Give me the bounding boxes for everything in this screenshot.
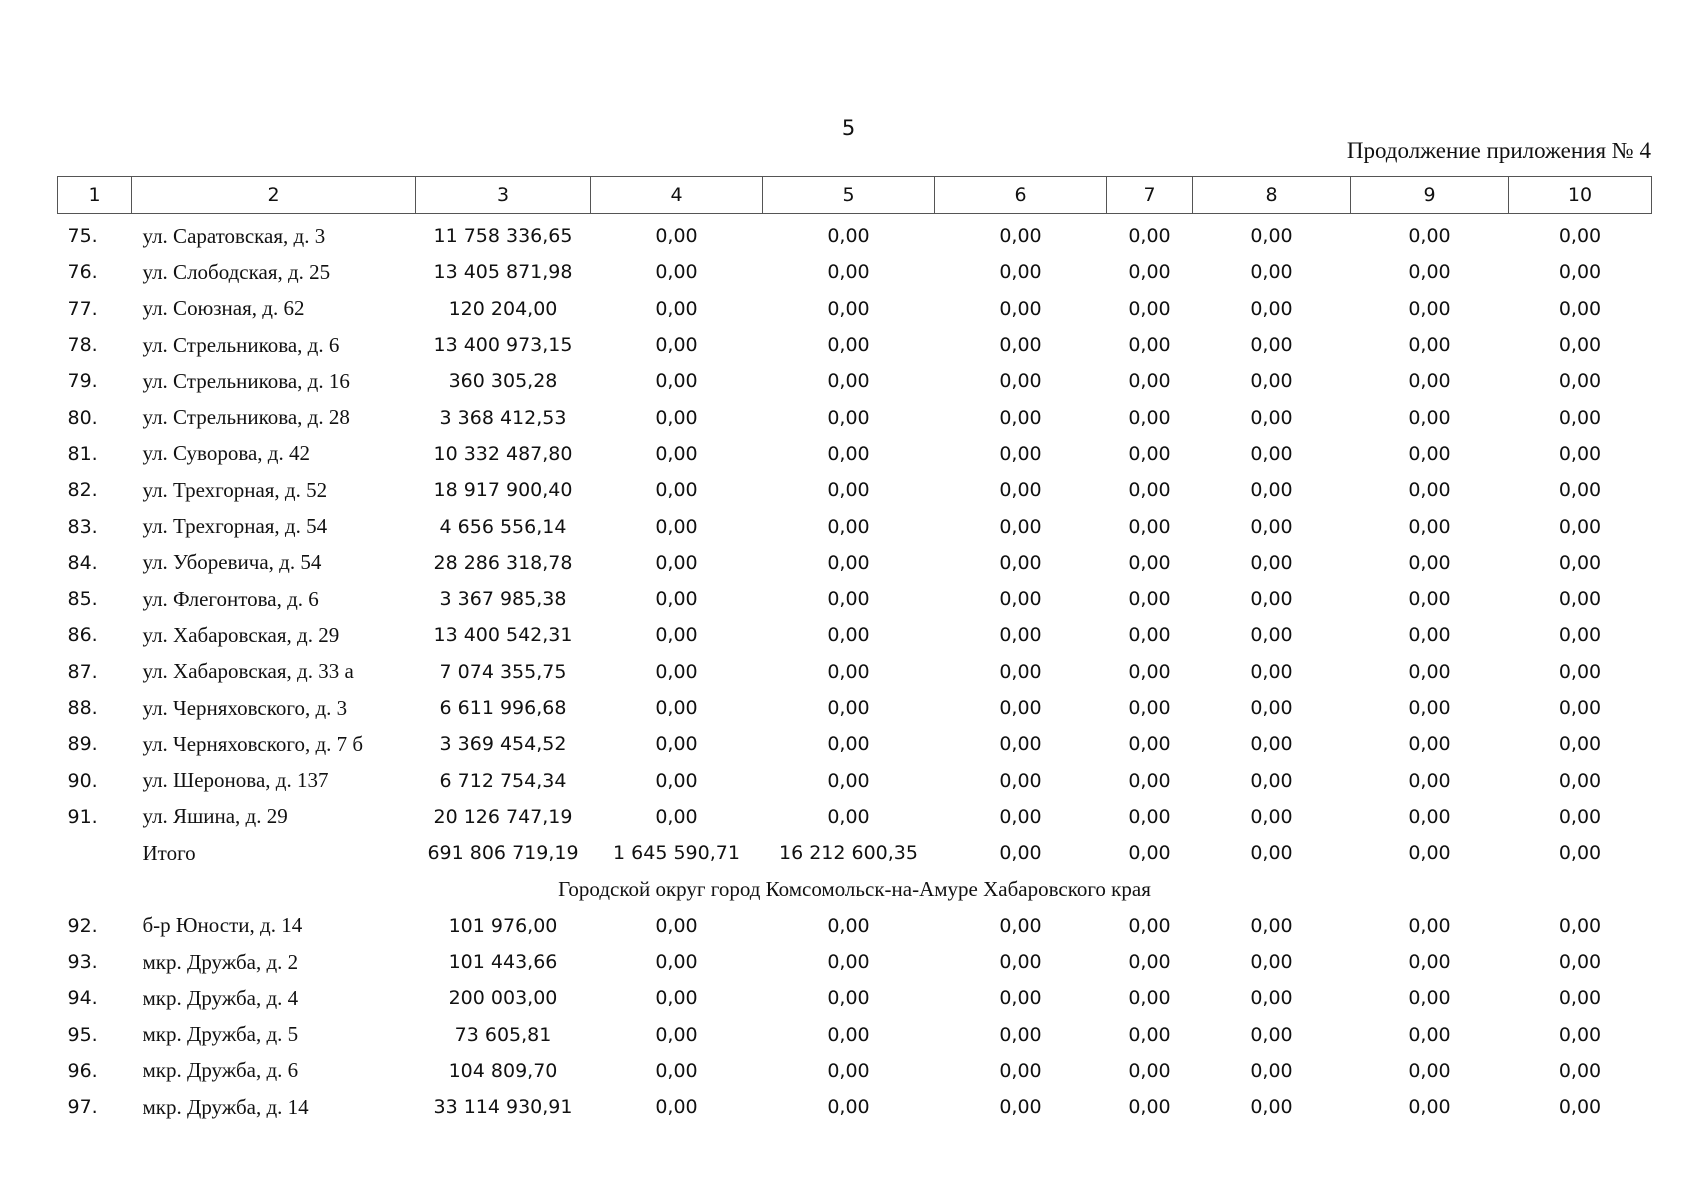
value-cell-col-3: 73 605,81 [454,1023,552,1046]
value-cell-col-3: 3 368 412,53 [439,406,567,429]
row-number: 75. [67,225,98,248]
value-cell-col-5: 0,00 [827,624,870,647]
value-cell-col-3: 10 332 487,80 [433,442,573,465]
address-cell: ул. Хабаровская, д. 29 [142,622,340,647]
table-row [58,980,1652,1016]
address-cell: ул. Суворова, д. 42 [142,441,310,466]
value-cell-col-5: 0,00 [827,406,870,429]
value-cell-col-4: 0,00 [655,624,698,647]
value-cell-col-9: 0,00 [1408,987,1451,1010]
value-cell-col-9: 0,00 [1408,551,1451,574]
address-cell: ул. Стрельникова, д. 16 [142,368,350,393]
value-cell-col-7: 0,00 [1128,1023,1171,1046]
value-cell-col-4: 0,00 [655,334,698,357]
address-cell: мкр. Дружба, д. 5 [142,1022,299,1047]
row-number: 85. [67,588,98,611]
value-cell-col-8: 0,00 [1250,334,1293,357]
value-cell-col-5: 0,00 [827,1023,870,1046]
value-cell-col-4: 0,00 [655,442,698,465]
column-header: 7 [1107,177,1193,214]
row-number: 88. [67,697,98,719]
value-cell-col-7: 0,00 [1128,297,1171,320]
value-cell-col-6: 0,00 [999,442,1042,465]
row-number: 87. [67,660,98,683]
table-row [58,762,1652,798]
value-cell-col-3: 6 611 996,68 [439,697,567,719]
table-row [58,908,1652,944]
value-cell-col-6: 0,00 [999,951,1042,974]
value-cell-col-5: 0,00 [827,551,870,574]
row-number: 76. [67,261,98,284]
value-cell-col-7: 0,00 [1128,442,1171,465]
column-header: 3 [416,177,591,214]
value-cell-col-9: 0,00 [1408,334,1451,357]
value-cell-col-3: 104 809,70 [448,1059,558,1082]
table-row [58,1017,1652,1053]
address-cell: ул. Стрельникова, д. 6 [142,332,340,357]
value-cell-col-9: 0,00 [1408,1096,1451,1119]
address-cell: ул. Саратовская, д. 3 [142,223,326,248]
value-cell-col-4: 0,00 [655,588,698,611]
value-cell-col-10: 0,00 [1558,951,1602,974]
value-cell-col-6: 0,00 [999,769,1042,792]
row-number: 84. [67,551,98,574]
value-cell-col-3: 4 656 556,14 [439,515,567,538]
value-cell-col-5: 16 212 600,35 [778,842,918,865]
column-header: 4 [591,177,763,214]
column-header: 2 [132,177,416,214]
value-cell-col-9: 0,00 [1408,261,1451,284]
value-cell-col-9: 0,00 [1408,805,1451,828]
address-cell: мкр. Дружба, д. 2 [142,949,299,974]
value-cell-col-10: 0,00 [1558,805,1602,828]
column-header: 1 [58,177,132,214]
value-cell-col-6: 0,00 [999,987,1042,1010]
value-cell-col-7: 0,00 [1128,370,1171,393]
column-header: 6 [935,177,1107,214]
appendix-continuation-note: Продолжение приложения № 4 [1346,138,1651,163]
value-cell-col-4: 0,00 [655,406,698,429]
value-cell-col-3: 33 114 930,91 [433,1096,573,1119]
address-cell: ул. Черняховского, д. 3 [142,695,348,720]
value-cell-col-7: 0,00 [1128,842,1171,865]
value-cell-col-10: 0,00 [1558,1059,1602,1082]
value-cell-col-6: 0,00 [999,334,1042,357]
value-cell-col-7: 0,00 [1128,660,1171,683]
value-cell-col-4: 0,00 [655,805,698,828]
value-cell-col-7: 0,00 [1128,406,1171,429]
address-cell: мкр. Дружба, д. 14 [142,1094,309,1119]
value-cell-col-8: 0,00 [1250,479,1293,502]
value-cell-col-4: 0,00 [655,479,698,502]
value-cell-col-8: 0,00 [1250,624,1293,647]
value-cell-col-5: 0,00 [827,334,870,357]
row-number: 89. [67,733,98,756]
value-cell-col-6: 0,00 [999,479,1042,502]
value-cell-col-4: 0,00 [655,1059,698,1082]
row-number: 91. [67,805,98,828]
address-cell: ул. Стрельникова, д. 28 [142,405,350,430]
value-cell-col-6: 0,00 [999,733,1042,756]
value-cell-col-5: 0,00 [827,261,870,284]
column-header: 8 [1193,177,1351,214]
value-cell-col-5: 0,00 [827,1059,870,1082]
row-number: 78. [67,334,98,357]
value-cell-col-4: 0,00 [655,225,698,248]
row-number: 96. [67,1059,98,1082]
value-cell-col-8: 0,00 [1250,370,1293,393]
value-cell-col-7: 0,00 [1128,769,1171,792]
address-cell: ул. Яшина, д. 29 [142,804,288,829]
table-row [58,726,1652,762]
value-cell-col-10: 0,00 [1558,261,1602,284]
value-cell-col-4: 0,00 [655,914,698,937]
value-cell-col-4: 0,00 [655,370,698,393]
value-cell-col-9: 0,00 [1408,225,1451,248]
value-cell-col-8: 0,00 [1250,1059,1293,1082]
value-cell-col-10: 0,00 [1558,1096,1602,1119]
value-cell-col-7: 0,00 [1128,805,1171,828]
value-cell-col-6: 0,00 [999,297,1042,320]
value-cell-col-4: 1 645 590,71 [613,842,740,865]
value-cell-col-3: 101 443,66 [448,951,558,974]
row-number: 79. [67,370,98,393]
value-cell-col-4: 0,00 [655,261,698,284]
value-cell-col-6: 0,00 [999,588,1042,611]
value-cell-col-5: 0,00 [827,951,870,974]
value-cell-col-10: 0,00 [1558,624,1602,647]
value-cell-col-9: 0,00 [1408,697,1451,719]
table-row [58,254,1652,290]
value-cell-col-10: 0,00 [1558,334,1602,357]
table-row [58,508,1652,544]
column-header: 10 [1509,177,1652,214]
column-number-row [58,177,1652,214]
value-cell-col-5: 0,00 [827,225,870,248]
total-label: Итого [142,840,196,865]
value-cell-col-10: 0,00 [1558,406,1602,429]
value-cell-col-9: 0,00 [1408,479,1451,502]
row-number: 82. [67,479,98,502]
value-cell-col-3: 3 367 985,38 [439,588,567,611]
address-cell: ул. Черняховского, д. 7 б [142,731,364,756]
value-cell-col-10: 0,00 [1558,733,1602,756]
value-cell-col-3: 200 003,00 [448,987,558,1010]
value-cell-col-5: 0,00 [827,769,870,792]
value-cell-col-4: 0,00 [655,697,698,719]
value-cell-col-10: 0,00 [1558,551,1602,574]
value-cell-col-5: 0,00 [827,442,870,465]
table-row [58,617,1652,653]
value-cell-col-8: 0,00 [1250,551,1293,574]
value-cell-col-7: 0,00 [1128,987,1171,1010]
value-cell-col-7: 0,00 [1128,551,1171,574]
total-row [58,835,1652,871]
value-cell-col-10: 0,00 [1558,660,1602,683]
value-cell-col-9: 0,00 [1408,297,1451,320]
value-cell-col-7: 0,00 [1128,588,1171,611]
column-header: 5 [763,177,935,214]
table-row [58,399,1652,435]
value-cell-col-10: 0,00 [1558,479,1602,502]
value-cell-col-8: 0,00 [1250,406,1293,429]
value-cell-col-9: 0,00 [1408,769,1451,792]
value-cell-col-7: 0,00 [1128,515,1171,538]
value-cell-col-10: 0,00 [1558,1023,1602,1046]
value-cell-col-7: 0,00 [1128,225,1171,248]
value-cell-col-5: 0,00 [827,370,870,393]
value-cell-col-6: 0,00 [999,1059,1042,1082]
value-cell-col-3: 7 074 355,75 [439,660,567,683]
value-cell-col-8: 0,00 [1250,225,1293,248]
row-number: 86. [67,624,98,647]
value-cell-col-5: 0,00 [827,987,870,1010]
row-number [58,835,132,871]
row-number: 77. [67,297,98,320]
value-cell-col-3: 360 305,28 [448,370,558,393]
value-cell-col-6: 0,00 [999,261,1042,284]
appendix-table [57,176,1652,1125]
value-cell-col-4: 0,00 [655,951,698,974]
value-cell-col-6: 0,00 [999,624,1042,647]
value-cell-col-9: 0,00 [1408,370,1451,393]
value-cell-col-7: 0,00 [1128,697,1171,719]
value-cell-col-8: 0,00 [1250,805,1293,828]
value-cell-col-7: 0,00 [1128,334,1171,357]
value-cell-col-5: 0,00 [827,697,870,719]
value-cell-col-10: 0,00 [1558,225,1602,248]
section-row [58,871,1652,907]
value-cell-col-6: 0,00 [999,697,1042,719]
value-cell-col-3: 28 286 318,78 [433,551,573,574]
value-cell-col-3: 11 758 336,65 [433,225,573,248]
table-row [58,545,1652,581]
value-cell-col-5: 0,00 [827,660,870,683]
value-cell-col-4: 0,00 [655,660,698,683]
value-cell-col-7: 0,00 [1128,261,1171,284]
table-row [58,436,1652,472]
value-cell-col-3: 3 369 454,52 [439,733,567,756]
table-row [58,944,1652,980]
value-cell-col-4: 0,00 [655,769,698,792]
address-cell: ул. Союзная, д. 62 [142,296,305,321]
value-cell-col-10: 0,00 [1558,588,1602,611]
table-row [58,799,1652,835]
row-number: 92. [67,914,98,937]
section-title: Городской округ город Комсомольск-на-Амуре Хабаровского края [558,876,1151,901]
value-cell-col-10: 0,00 [1558,297,1602,320]
value-cell-col-6: 0,00 [999,1023,1042,1046]
value-cell-col-5: 0,00 [827,733,870,756]
value-cell-col-3: 18 917 900,40 [433,479,573,502]
table-row [58,472,1652,508]
row-number: 80. [67,406,98,429]
value-cell-col-10: 0,00 [1558,442,1602,465]
table-row [58,327,1652,363]
value-cell-col-3: 120 204,00 [448,297,558,320]
column-header: 9 [1351,177,1509,214]
value-cell-col-6: 0,00 [999,805,1042,828]
value-cell-col-4: 0,00 [655,551,698,574]
value-cell-col-8: 0,00 [1250,442,1293,465]
value-cell-col-5: 0,00 [827,1096,870,1119]
value-cell-col-3: 691 806 719,19 [427,842,579,865]
value-cell-col-9: 0,00 [1408,442,1451,465]
value-cell-col-8: 0,00 [1250,515,1293,538]
row-number: 90. [67,769,98,792]
table-row [58,363,1652,399]
value-cell-col-6: 0,00 [999,551,1042,574]
table-row [58,291,1652,327]
value-cell-col-10: 0,00 [1558,987,1602,1010]
value-cell-col-6: 0,00 [999,225,1042,248]
value-cell-col-6: 0,00 [999,914,1042,937]
table-row [58,654,1652,690]
value-cell-col-6: 0,00 [999,1096,1042,1119]
value-cell-col-4: 0,00 [655,297,698,320]
value-cell-col-7: 0,00 [1128,479,1171,502]
value-cell-col-3: 6 712 754,34 [439,769,567,792]
row-number: 94. [67,987,98,1010]
value-cell-col-5: 0,00 [827,515,870,538]
value-cell-col-5: 0,00 [827,914,870,937]
value-cell-col-9: 0,00 [1408,1023,1451,1046]
value-cell-col-3: 20 126 747,19 [433,805,573,828]
value-cell-col-7: 0,00 [1128,1096,1171,1119]
value-cell-col-7: 0,00 [1128,951,1171,974]
value-cell-col-8: 0,00 [1250,261,1293,284]
value-cell-col-5: 0,00 [827,297,870,320]
address-cell: ул. Трехгорная, д. 52 [142,477,328,502]
value-cell-col-8: 0,00 [1250,769,1293,792]
value-cell-col-9: 0,00 [1408,660,1451,683]
row-number: 95. [67,1023,98,1046]
table-body [58,214,1652,1126]
value-cell-col-9: 0,00 [1408,733,1451,756]
row-number: 81. [67,442,98,465]
value-cell-col-6: 0,00 [999,842,1042,865]
value-cell-col-5: 0,00 [827,805,870,828]
address-cell: ул. Флегонтова, д. 6 [142,586,319,611]
value-cell-col-8: 0,00 [1250,987,1293,1010]
table-row [58,690,1652,726]
value-cell-col-8: 0,00 [1250,660,1293,683]
value-cell-col-10: 0,00 [1558,842,1602,865]
address-cell: мкр. Дружба, д. 6 [142,1058,299,1083]
address-cell: ул. Трехгорная, д. 54 [142,514,328,539]
value-cell-col-8: 0,00 [1250,733,1293,756]
address-cell: б-р Юности, д. 14 [142,913,303,938]
value-cell-col-6: 0,00 [999,515,1042,538]
value-cell-col-4: 0,00 [655,515,698,538]
value-cell-col-8: 0,00 [1250,914,1293,937]
row-number: 97. [67,1096,98,1119]
value-cell-col-6: 0,00 [999,660,1042,683]
value-cell-col-4: 0,00 [655,987,698,1010]
value-cell-col-10: 0,00 [1558,769,1602,792]
value-cell-col-9: 0,00 [1408,914,1451,937]
value-cell-col-8: 0,00 [1250,697,1293,719]
value-cell-col-9: 0,00 [1408,588,1451,611]
table-row [58,1089,1652,1125]
value-cell-col-9: 0,00 [1408,842,1451,865]
value-cell-col-10: 0,00 [1558,370,1602,393]
value-cell-col-5: 0,00 [827,588,870,611]
table-row [58,214,1652,255]
value-cell-col-8: 0,00 [1250,588,1293,611]
value-cell-col-3: 13 400 973,15 [433,334,573,357]
address-cell: ул. Слободская, д. 25 [142,259,331,284]
value-cell-col-3: 13 400 542,31 [433,624,573,647]
value-cell-col-9: 0,00 [1408,406,1451,429]
address-cell: ул. Уборевича, д. 54 [142,550,322,575]
value-cell-col-4: 0,00 [655,733,698,756]
value-cell-col-8: 0,00 [1250,842,1293,865]
value-cell-col-10: 0,00 [1558,697,1602,719]
value-cell-col-7: 0,00 [1128,733,1171,756]
value-cell-col-5: 0,00 [827,479,870,502]
value-cell-col-7: 0,00 [1128,624,1171,647]
page-number: 5 [841,116,856,140]
value-cell-col-9: 0,00 [1408,515,1451,538]
row-number: 93. [67,951,98,974]
value-cell-col-4: 0,00 [655,1023,698,1046]
value-cell-col-8: 0,00 [1250,1023,1293,1046]
value-cell-col-9: 0,00 [1408,951,1451,974]
table-row [58,1053,1652,1089]
value-cell-col-9: 0,00 [1408,624,1451,647]
address-cell: ул. Шеронова, д. 137 [142,768,329,793]
value-cell-col-7: 0,00 [1128,1059,1171,1082]
value-cell-col-8: 0,00 [1250,1096,1293,1119]
row-number: 83. [67,515,98,538]
value-cell-col-8: 0,00 [1250,297,1293,320]
address-cell: ул. Хабаровская, д. 33 а [142,659,354,684]
table-row [58,581,1652,617]
value-cell-col-10: 0,00 [1558,914,1602,937]
value-cell-col-9: 0,00 [1408,1059,1451,1082]
value-cell-col-4: 0,00 [655,1096,698,1119]
value-cell-col-3: 101 976,00 [448,914,558,937]
value-cell-col-7: 0,00 [1128,914,1171,937]
value-cell-col-6: 0,00 [999,406,1042,429]
address-cell: мкр. Дружба, д. 4 [142,985,299,1010]
value-cell-col-8: 0,00 [1250,951,1293,974]
value-cell-col-6: 0,00 [999,370,1042,393]
value-cell-col-3: 13 405 871,98 [433,261,573,284]
value-cell-col-10: 0,00 [1558,515,1602,538]
